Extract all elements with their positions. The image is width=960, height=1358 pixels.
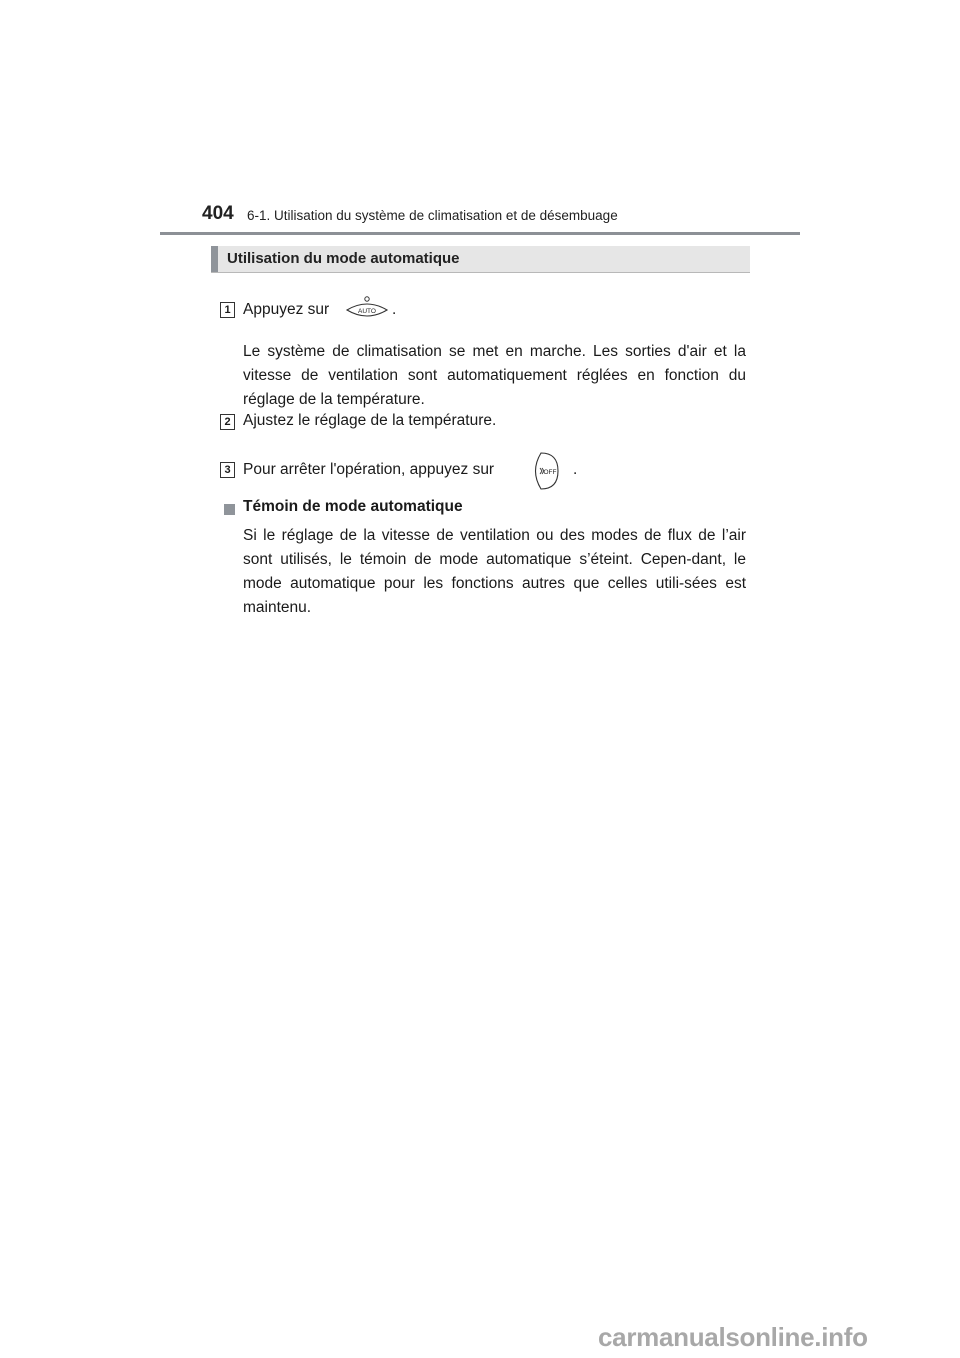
step-number-3: 3 <box>220 462 235 478</box>
note-text: Si le réglage de la vitesse de ventilation ou des modes de flux de l’air sont utilisés, le témoin de mode automatique s’éteint. Cepen-dant, le mode automatique pour les fonctions autres que celles utili-sées est maintenu. <box>243 527 746 616</box>
running-header: 6-1. Utilisation du système de climatisation et de désembuage <box>247 208 618 223</box>
svg-text:OFF: OFF <box>543 469 557 476</box>
svg-text:AUTO: AUTO <box>358 308 376 315</box>
fan-off-button-icon <box>528 450 566 492</box>
watermark: carmanualsonline.info <box>598 1322 868 1352</box>
header-divider <box>160 232 800 235</box>
step-1-detail: Le système de climatisation se met en marche. Les sorties d'air et la vitesse de ventilation sont automatiquement réglées en fonction du réglage de la température. <box>243 343 746 408</box>
step-number-2: 2 <box>220 414 235 430</box>
step-3-period: . <box>573 461 578 478</box>
section-heading-accent <box>211 246 218 272</box>
note-title: Témoin de mode automatique <box>243 498 463 515</box>
note-bullet <box>224 504 235 515</box>
section-heading-title: Utilisation du mode automatique <box>227 250 460 267</box>
step-1-text: Appuyez sur <box>243 301 330 318</box>
page-number: 404 <box>202 203 234 224</box>
step-number-1: 1 <box>220 302 235 318</box>
step-3-text: Pour arrêter l'opération, appuyez sur <box>243 461 495 478</box>
step-1-period: . <box>392 301 397 318</box>
auto-button-icon <box>345 294 389 324</box>
step-2-text: Ajustez le réglage de la température. <box>243 412 497 429</box>
section-heading-bar <box>211 246 750 273</box>
